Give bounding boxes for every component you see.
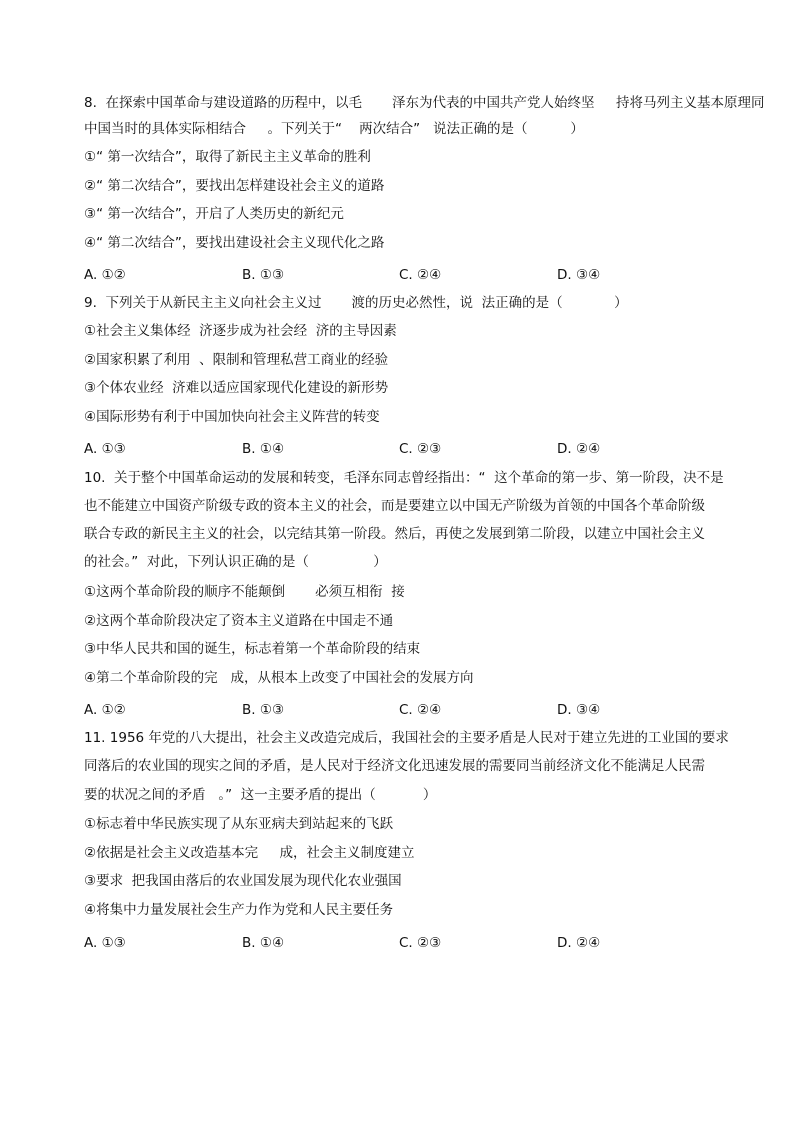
q11-option-d: D. ②④ <box>557 935 601 951</box>
q9-statement-2: ②国家积累了利用 、限制和管理私营工商业的经验 <box>84 352 389 368</box>
q8-option-c: C. ②④ <box>399 267 442 283</box>
q10-stem-line-1: 10. 关于整个中国革命运动的发展和转变，毛泽东同志曾经指出：“ 这个革命的第一步、第一阶段，决不是 <box>84 470 724 486</box>
q9-statement-3: ③个体农业经 济难以适应国家现代化建设的新形势 <box>84 380 389 396</box>
q9-statement-4: ④国际形势有利于中国加快向社会主义阵营的转变 <box>84 409 380 425</box>
q9-option-b: B. ①④ <box>242 441 285 457</box>
q11-statement-3: ③要求 把我国由落后的农业国发展为现代化农业强国 <box>84 873 402 889</box>
q8-stem-line-1: 8. 在探索中国革命与建设道路的历程中，以毛 泽东为代表的中国共产党人始终坚 持将马列主义基本原理同 <box>84 95 765 111</box>
q8-option-b: B. ①③ <box>242 267 285 283</box>
q10-stem-line-2: 也不能建立中国资产阶级专政的资本主义的社会，而是要建立以中国无产阶级为首领的中国各个革命阶级 <box>84 498 705 514</box>
q11-stem-line-2: 同落后的农业国的现实之间的矛盾，是人民对于经济文化迅速发展的需要同当前经济文化不能满足人民需 <box>84 758 705 774</box>
q8-option-a: A. ①② <box>84 267 126 283</box>
q9-option-c: C. ②③ <box>399 441 442 457</box>
q10-statement-3: ③中华人民共和国的诞生，标志着第一个革命阶段的结束 <box>84 641 421 657</box>
q11-option-a: A. ①③ <box>84 935 126 951</box>
q11-statement-2: ②依据是社会主义改造基本完 成，社会主义制度建立 <box>84 845 415 861</box>
q9-stem-line-1: 9. 下列关于从新民主主义向社会主义过 渡的历史必然性，说 法正确的是（ ） <box>84 295 628 311</box>
q9-option-a: A. ①③ <box>84 441 126 457</box>
q11-statement-1: ①标志着中华民族实现了从东亚病夫到站起来的飞跃 <box>84 816 394 832</box>
q8-statement-2: ②“ 第二次结合”，要找出怎样建设社会主义的道路 <box>84 178 385 194</box>
q8-statement-1: ①“ 第一次结合”，取得了新民主主义革命的胜利 <box>84 149 371 165</box>
q11-option-b: B. ①④ <box>242 935 285 951</box>
q10-option-c: C. ②④ <box>399 702 442 718</box>
q8-option-d: D. ③④ <box>557 267 601 283</box>
q10-statement-4: ④第二个革命阶段的完 成，从根本上改变了中国社会的发展方向 <box>84 670 474 686</box>
q8-statement-3: ③“ 第一次结合”，开启了人类历史的新纪元 <box>84 206 344 222</box>
q8-statement-4: ④“ 第二次结合”，要找出建设社会主义现代化之路 <box>84 235 385 251</box>
q10-option-b: B. ①③ <box>242 702 285 718</box>
q11-statement-4: ④将集中力量发展社会生产力作为党和人民主要任务 <box>84 902 394 918</box>
q9-option-d: D. ②④ <box>557 441 601 457</box>
q9-statement-1: ①社会主义集体经 济逐步成为社会经 济的主导因素 <box>84 323 397 339</box>
q11-stem-line-3: 要的状况之间的矛盾 。” 这一主要矛盾的提出（ ） <box>84 787 437 803</box>
q10-statement-1: ①这两个革命阶段的顺序不能颠倒 必须互相衔 接 <box>84 584 405 600</box>
q10-statement-2: ②这两个革命阶段决定了资本主义道路在中国走不通 <box>84 613 394 629</box>
q10-stem-line-3: 联合专政的新民主主义的社会，以完结其第一阶段。然后，再使之发展到第二阶段，以建立中国社会主义 <box>84 526 705 542</box>
q11-stem-line-1: 11. 1956 年党的八大提出，社会主义改造完成后，我国社会的主要矛盾是人民对于建立先进的工业国的要求 <box>84 730 729 746</box>
q10-option-a: A. ①② <box>84 702 126 718</box>
q8-stem-line-2: 中国当时的具体实际相结合 。下列关于“ 两次结合” 说法正确的是（ ） <box>84 121 584 137</box>
q11-option-c: C. ②③ <box>399 935 442 951</box>
q10-stem-line-4: 的社会。” 对此，下列认识正确的是（ ） <box>84 554 387 570</box>
q10-option-d: D. ③④ <box>557 702 601 718</box>
